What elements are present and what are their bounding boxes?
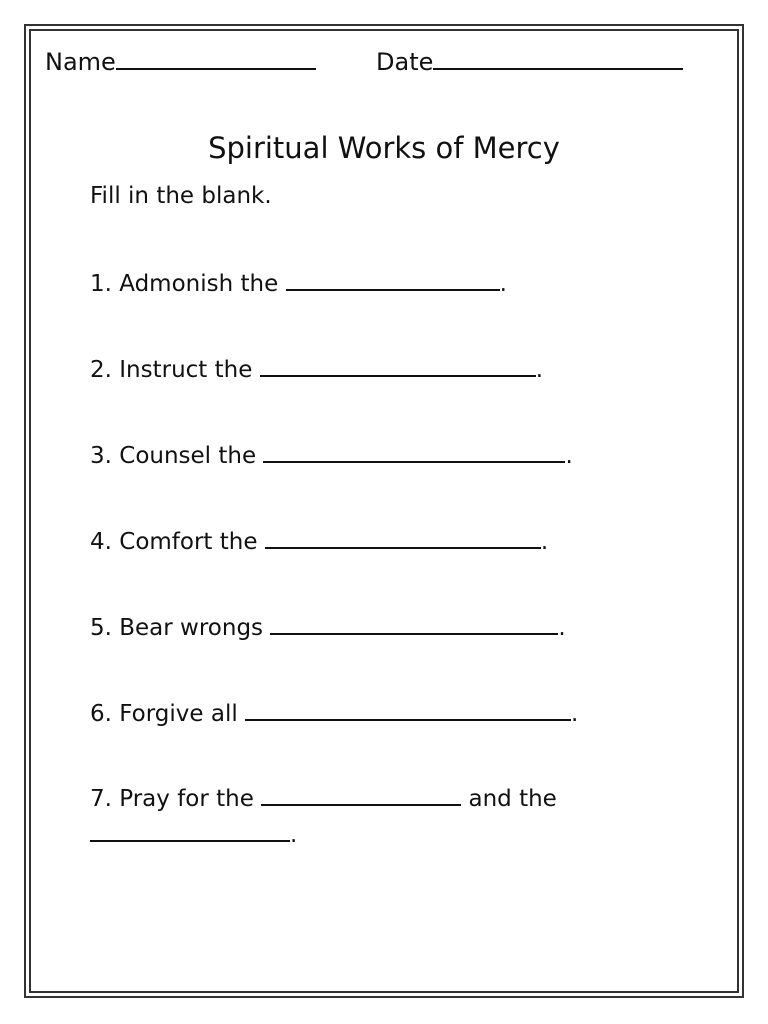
question-4 — [90, 525, 548, 557]
question-1-blank[interactable] — [286, 267, 500, 291]
date-label: Date — [376, 48, 434, 76]
question-7 — [90, 782, 557, 814]
question-5 — [90, 611, 566, 643]
question-3-text: 3. Counsel the — [90, 443, 264, 469]
name-label: Name — [45, 48, 116, 76]
date-field — [376, 46, 683, 77]
question-4-text: 4. Comfort the — [90, 529, 265, 555]
question-3 — [90, 439, 573, 471]
name-field — [45, 46, 316, 77]
question-6-text: 6. Forgive all — [90, 701, 246, 727]
question-3-period: . — [565, 443, 573, 469]
question-6-blank[interactable] — [245, 697, 571, 721]
question-1-text: 1. Admonish the — [90, 271, 286, 297]
question-1 — [90, 267, 507, 299]
question-2 — [90, 353, 543, 385]
question-7-blank-1[interactable] — [261, 782, 461, 806]
worksheet-title: Spiritual Works of Mercy — [208, 131, 560, 165]
question-7-text: 7. Pray for the — [90, 786, 262, 812]
question-4-period: . — [540, 529, 549, 555]
name-blank[interactable] — [116, 46, 316, 70]
question-2-text: 2. Instruct the — [90, 357, 260, 383]
question-7-continued — [90, 818, 297, 850]
question-6 — [90, 697, 578, 729]
question-7-blank-2[interactable] — [90, 818, 290, 842]
question-5-period: . — [558, 615, 566, 641]
worksheet-instruction: Fill in the blank. — [90, 183, 272, 209]
question-5-text: 5. Bear wrongs — [90, 615, 271, 641]
question-2-period: . — [535, 357, 543, 383]
question-3-blank[interactable] — [263, 439, 565, 463]
question-4-blank[interactable] — [265, 525, 541, 549]
question-1-period: . — [499, 271, 507, 297]
date-blank[interactable] — [433, 46, 683, 70]
question-6-period: . — [571, 701, 579, 727]
question-2-blank[interactable] — [260, 353, 536, 377]
question-7-middle: and the — [461, 786, 557, 812]
question-5-blank[interactable] — [270, 611, 558, 635]
question-7-period: . — [290, 822, 298, 848]
